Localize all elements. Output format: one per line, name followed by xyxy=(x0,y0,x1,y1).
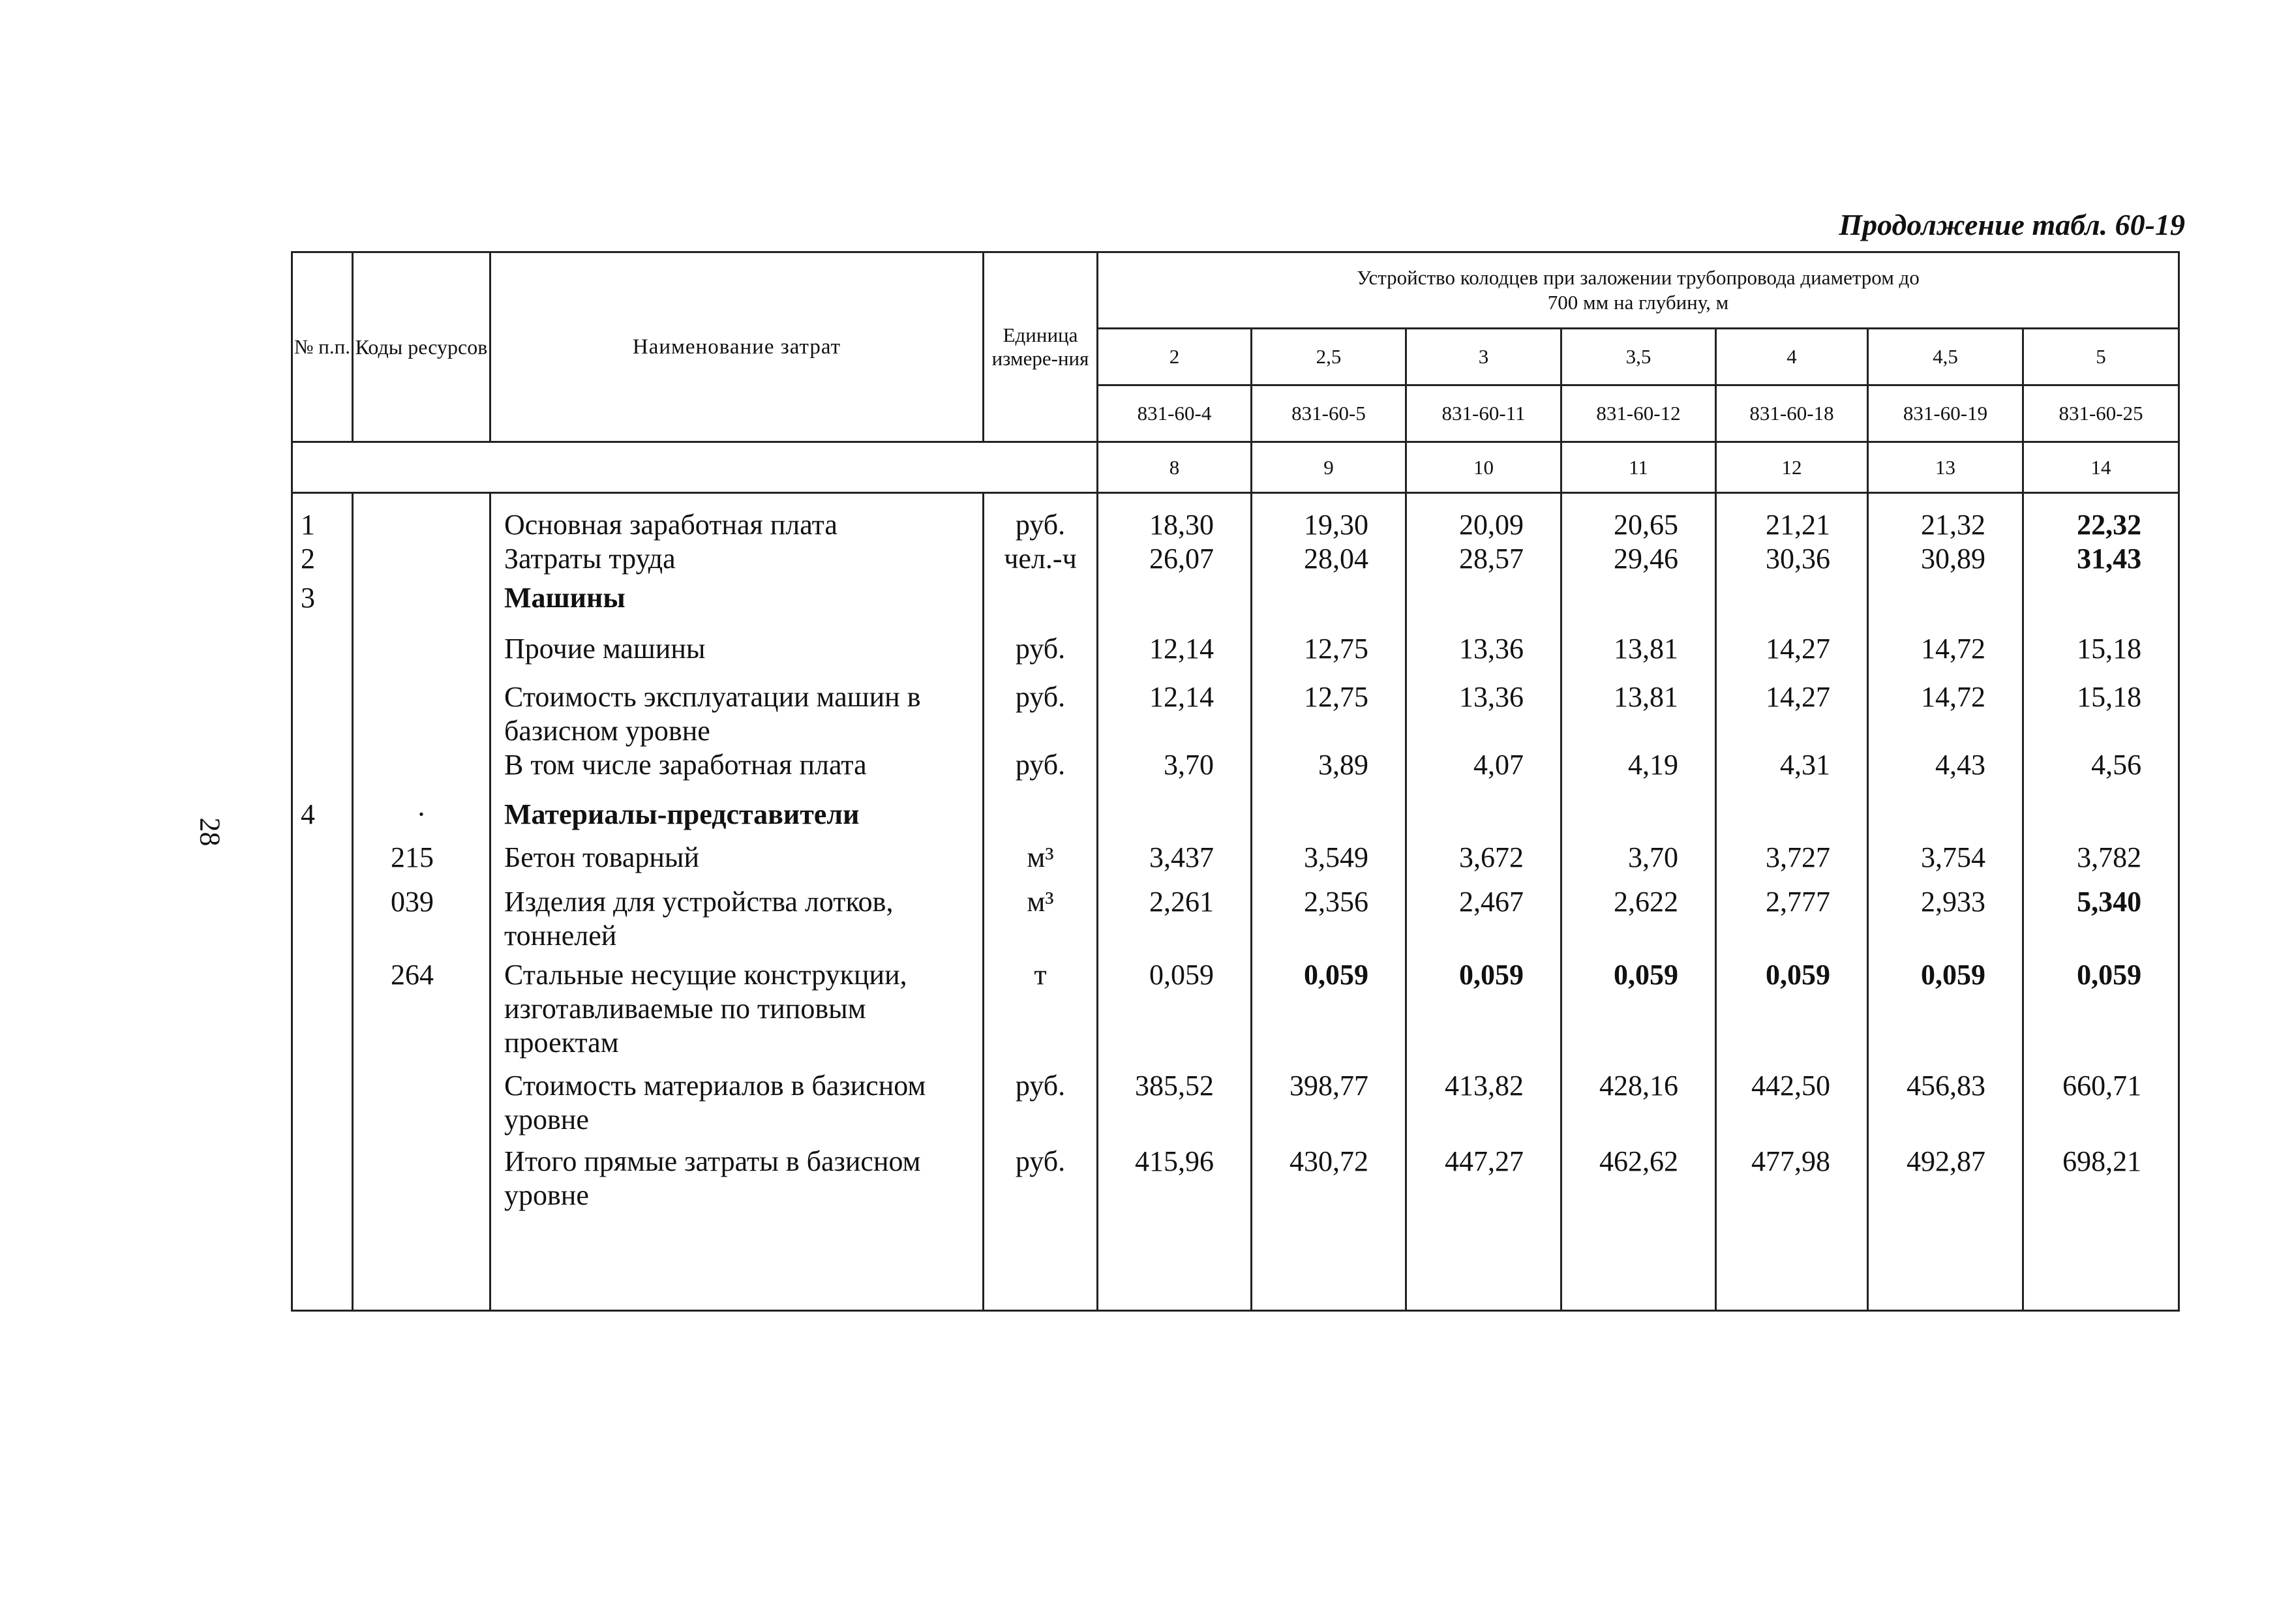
table-row xyxy=(292,680,2179,748)
value-cell: 0,059 xyxy=(1716,958,1868,1069)
value-cell: 492,87 xyxy=(1868,1145,2023,1253)
value-cell: 15,18 xyxy=(2023,680,2179,748)
cost-name: В том числе заработная плата xyxy=(490,748,984,798)
value-cell xyxy=(1098,581,1252,632)
header-col-number: 13 xyxy=(1868,442,2023,493)
value-cell: 2,622 xyxy=(1561,885,1716,958)
row-number xyxy=(292,748,353,798)
filler-row xyxy=(292,1253,2179,1310)
value-cell: 13,81 xyxy=(1561,680,1716,748)
value-cell: 442,50 xyxy=(1716,1069,1868,1145)
table-row xyxy=(292,958,2179,1069)
header-depth: 3,5 xyxy=(1561,329,1716,385)
value-cell: 26,07 xyxy=(1098,542,1252,581)
row-number: 2 xyxy=(292,542,353,581)
value-cell: 462,62 xyxy=(1561,1145,1716,1253)
resource-code xyxy=(353,632,490,680)
value-cell xyxy=(2023,581,2179,632)
cost-name: Итого прямые затраты в базисном уровне xyxy=(490,1145,984,1253)
unit xyxy=(984,798,1098,841)
value-cell: 2,467 xyxy=(1406,885,1561,958)
unit: руб. xyxy=(984,680,1098,748)
value-cell: 13,36 xyxy=(1406,680,1561,748)
unit xyxy=(984,581,1098,632)
unit: руб. xyxy=(984,1145,1098,1253)
value-cell: 13,81 xyxy=(1561,632,1716,680)
unit: руб. xyxy=(984,748,1098,798)
table-row xyxy=(292,1145,2179,1253)
value-cell: 28,57 xyxy=(1406,542,1561,581)
value-cell: 456,83 xyxy=(1868,1069,2023,1145)
value-cell: 660,71 xyxy=(2023,1069,2179,1145)
value-cell: 3,727 xyxy=(1716,841,1868,885)
value-cell: 2,777 xyxy=(1716,885,1868,958)
table-row xyxy=(292,748,2179,798)
value-cell: 12,14 xyxy=(1098,680,1252,748)
value-cell: 29,46 xyxy=(1561,542,1716,581)
value-cell: 12,75 xyxy=(1252,680,1406,748)
value-cell: 3,437 xyxy=(1098,841,1252,885)
value-cell xyxy=(1868,581,2023,632)
value-cell xyxy=(1252,581,1406,632)
header-code: 831-60-19 xyxy=(1868,385,2023,442)
unit: чел.-ч xyxy=(984,542,1098,581)
value-cell: 31,43 xyxy=(2023,542,2179,581)
value-cell: 398,77 xyxy=(1252,1069,1406,1145)
value-cell xyxy=(1561,581,1716,632)
cost-name: Материалы-представители xyxy=(490,798,984,841)
value-cell: 477,98 xyxy=(1716,1145,1868,1253)
value-cell: 4,56 xyxy=(2023,748,2179,798)
value-cell: 19,30 xyxy=(1252,508,1406,542)
header-code: 831-60-18 xyxy=(1716,385,1868,442)
cost-name: Стоимость эксплуатации машин в базисном уровне xyxy=(490,680,984,748)
value-cell: 18,30 xyxy=(1098,508,1252,542)
cost-name: Машины xyxy=(490,581,984,632)
value-cell xyxy=(1868,798,2023,841)
value-cell xyxy=(1252,798,1406,841)
resource-code xyxy=(353,1145,490,1253)
value-cell xyxy=(1406,581,1561,632)
value-cell: 4,07 xyxy=(1406,748,1561,798)
value-cell: 2,261 xyxy=(1098,885,1252,958)
header-depth: 2,5 xyxy=(1252,329,1406,385)
value-cell xyxy=(1716,798,1868,841)
page-number: 28 xyxy=(194,817,226,847)
table-row xyxy=(292,841,2179,885)
table-body xyxy=(292,493,2179,1311)
value-cell: 30,36 xyxy=(1716,542,1868,581)
resource-code: 039 xyxy=(353,885,490,958)
header-col-number: 10 xyxy=(1406,442,1561,493)
value-cell: 2,356 xyxy=(1252,885,1406,958)
resource-code xyxy=(353,1069,490,1145)
cost-name: Изделия для устройства лотков, тоннелей xyxy=(490,885,984,958)
header-group-title: Устройство колодцев при заложении трубопровода диаметром до 700 мм на глубину, м xyxy=(1098,252,2179,329)
header-col-number: 14 xyxy=(2023,442,2179,493)
value-cell: 28,04 xyxy=(1252,542,1406,581)
value-cell: 3,754 xyxy=(1868,841,2023,885)
cost-name: Стоимость материалов в базисном уровне xyxy=(490,1069,984,1145)
value-cell: 415,96 xyxy=(1098,1145,1252,1253)
header-depth: 4 xyxy=(1716,329,1868,385)
header-depth: 3 xyxy=(1406,329,1561,385)
row-number: 1 xyxy=(292,508,353,542)
value-cell: 3,70 xyxy=(1561,841,1716,885)
value-cell: 14,27 xyxy=(1716,680,1868,748)
row-number: 3 xyxy=(292,581,353,632)
header-depth: 2 xyxy=(1098,329,1252,385)
value-cell: 0,059 xyxy=(1561,958,1716,1069)
unit: м³ xyxy=(984,885,1098,958)
table-row xyxy=(292,798,2179,841)
value-cell: 2,933 xyxy=(1868,885,2023,958)
value-cell xyxy=(1406,798,1561,841)
value-cell: 428,16 xyxy=(1561,1069,1716,1145)
header-code: 831-60-5 xyxy=(1252,385,1406,442)
unit: м³ xyxy=(984,841,1098,885)
resource-code: · xyxy=(353,798,490,841)
spacer-row xyxy=(292,493,2179,509)
resource-code: 215 xyxy=(353,841,490,885)
value-cell: 22,32 xyxy=(2023,508,2179,542)
value-cell: 698,21 xyxy=(2023,1145,2179,1253)
row-number xyxy=(292,885,353,958)
cost-name: Затраты труда xyxy=(490,542,984,581)
table-row xyxy=(292,885,2179,958)
header-code: 831-60-11 xyxy=(1406,385,1561,442)
value-cell: 430,72 xyxy=(1252,1145,1406,1253)
row-number xyxy=(292,680,353,748)
table-row xyxy=(292,508,2179,542)
value-cell: 21,21 xyxy=(1716,508,1868,542)
resource-code xyxy=(353,542,490,581)
value-cell xyxy=(1716,581,1868,632)
value-cell xyxy=(2023,798,2179,841)
resource-code xyxy=(353,581,490,632)
row-number xyxy=(292,1145,353,1253)
value-cell: 15,18 xyxy=(2023,632,2179,680)
unit: т xyxy=(984,958,1098,1069)
row-number: 4 xyxy=(292,798,353,841)
value-cell: 21,32 xyxy=(1868,508,2023,542)
row-number xyxy=(292,841,353,885)
value-cell: 0,059 xyxy=(2023,958,2179,1069)
header-code: 831-60-25 xyxy=(2023,385,2179,442)
table-caption: Продолжение табл. 60-19 xyxy=(1839,208,2185,241)
unit: руб. xyxy=(984,632,1098,680)
header-codes: Коды ресурсов xyxy=(353,252,490,442)
table-header xyxy=(292,252,2179,493)
value-cell: 385,52 xyxy=(1098,1069,1252,1145)
value-cell: 3,549 xyxy=(1252,841,1406,885)
header-depth: 5 xyxy=(2023,329,2179,385)
value-cell: 4,31 xyxy=(1716,748,1868,798)
table-row xyxy=(292,632,2179,680)
value-cell xyxy=(1098,798,1252,841)
cost-table xyxy=(291,251,2180,1312)
value-cell: 5,340 xyxy=(2023,885,2179,958)
cost-name: Основная заработная плата xyxy=(490,508,984,542)
value-cell: 447,27 xyxy=(1406,1145,1561,1253)
value-cell xyxy=(1561,798,1716,841)
unit: руб. xyxy=(984,1069,1098,1145)
cost-name: Стальные несущие конструкции, изготавливаемые по типовым проектам xyxy=(490,958,984,1069)
header-col-number: 11 xyxy=(1561,442,1716,493)
unit: руб. xyxy=(984,508,1098,542)
header-blank xyxy=(292,442,1098,493)
header-unit: Единица измере-ния xyxy=(984,252,1098,442)
resource-code xyxy=(353,508,490,542)
value-cell: 0,059 xyxy=(1868,958,2023,1069)
header-depth: 4,5 xyxy=(1868,329,2023,385)
header-col-number: 9 xyxy=(1252,442,1406,493)
row-number xyxy=(292,632,353,680)
value-cell: 14,27 xyxy=(1716,632,1868,680)
resource-code: 264 xyxy=(353,958,490,1069)
table-row xyxy=(292,1069,2179,1145)
value-cell: 12,75 xyxy=(1252,632,1406,680)
value-cell: 14,72 xyxy=(1868,680,2023,748)
table-row xyxy=(292,581,2179,632)
row-number xyxy=(292,1069,353,1145)
value-cell: 0,059 xyxy=(1406,958,1561,1069)
header-name: Наименование затрат xyxy=(490,252,984,442)
value-cell: 12,14 xyxy=(1098,632,1252,680)
value-cell: 3,89 xyxy=(1252,748,1406,798)
value-cell: 14,72 xyxy=(1868,632,2023,680)
header-col-number: 8 xyxy=(1098,442,1252,493)
header-col-number: 12 xyxy=(1716,442,1868,493)
value-cell: 4,43 xyxy=(1868,748,2023,798)
value-cell: 13,36 xyxy=(1406,632,1561,680)
table-row xyxy=(292,542,2179,581)
value-cell: 20,65 xyxy=(1561,508,1716,542)
row-number xyxy=(292,958,353,1069)
value-cell: 3,672 xyxy=(1406,841,1561,885)
value-cell: 20,09 xyxy=(1406,508,1561,542)
header-code: 831-60-4 xyxy=(1098,385,1252,442)
header-code: 831-60-12 xyxy=(1561,385,1716,442)
value-cell: 413,82 xyxy=(1406,1069,1561,1145)
header-num: № п.п. xyxy=(292,252,353,442)
cost-name: Бетон товарный xyxy=(490,841,984,885)
value-cell: 3,782 xyxy=(2023,841,2179,885)
resource-code xyxy=(353,680,490,748)
value-cell: 0,059 xyxy=(1252,958,1406,1069)
value-cell: 0,059 xyxy=(1098,958,1252,1069)
value-cell: 3,70 xyxy=(1098,748,1252,798)
cost-name: Прочие машины xyxy=(490,632,984,680)
resource-code xyxy=(353,748,490,798)
value-cell: 4,19 xyxy=(1561,748,1716,798)
value-cell: 30,89 xyxy=(1868,542,2023,581)
